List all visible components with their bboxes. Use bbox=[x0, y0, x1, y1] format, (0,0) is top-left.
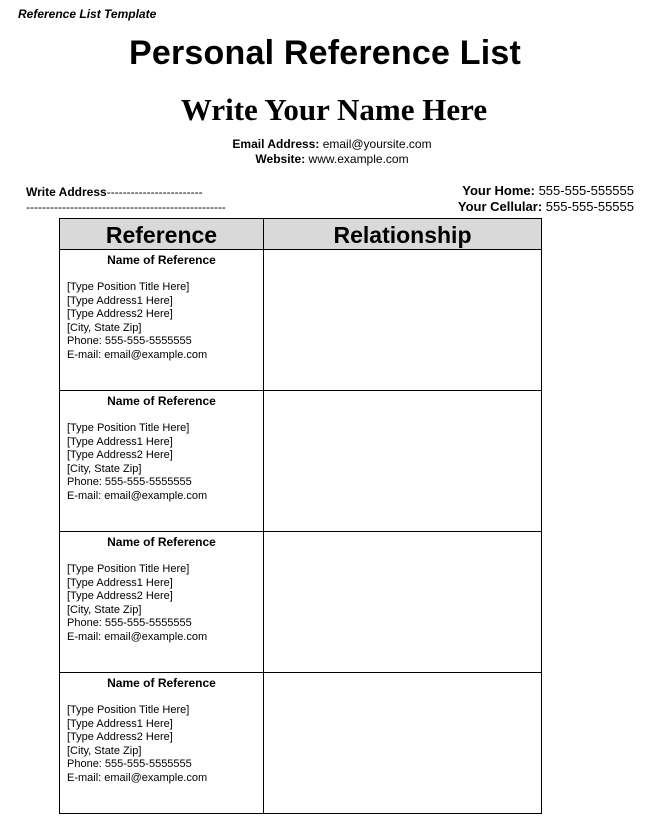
reference-name: Name of Reference bbox=[107, 394, 216, 408]
relationship-cell[interactable] bbox=[264, 391, 542, 532]
website-value[interactable]: www.example.com bbox=[308, 152, 409, 166]
relationship-cell[interactable] bbox=[264, 250, 542, 391]
table-row bbox=[60, 391, 542, 532]
reference-email: E-mail: email@example.com bbox=[67, 348, 208, 361]
reference-name: Name of Reference bbox=[107, 676, 216, 690]
reference-column-header: Reference bbox=[60, 219, 264, 250]
reference-table bbox=[59, 218, 542, 814]
home-phone-label: Your Home: bbox=[462, 183, 535, 198]
reference-phone: Phone: 555-555-5555555 bbox=[67, 758, 192, 770]
address-dashes-1: ------------------------ bbox=[106, 185, 203, 199]
reference-position: [Type Position Title Here] bbox=[67, 422, 190, 434]
reference-city: [City, State Zip] bbox=[67, 462, 142, 475]
reference-phone: Phone: 555-555-5555555 bbox=[67, 476, 192, 488]
cellular-phone-label: Your Cellular: bbox=[457, 199, 543, 214]
reference-email: E-mail: email@example.com bbox=[67, 489, 208, 502]
document-title: Personal Reference List bbox=[129, 34, 521, 72]
reference-name: Name of Reference bbox=[107, 535, 216, 549]
email-value[interactable]: email@yoursite.com bbox=[322, 137, 432, 151]
address-dashes-2: -------------------------------------------------- bbox=[26, 200, 226, 214]
template-label: Reference List Template bbox=[18, 7, 157, 21]
reference-address1: [Type Address1 Here] bbox=[67, 576, 173, 589]
reference-phone: Phone: 555-555-5555555 bbox=[67, 617, 192, 629]
reference-city: [City, State Zip] bbox=[67, 603, 142, 616]
website-line bbox=[0, 152, 650, 166]
address-block[interactable] bbox=[26, 185, 226, 215]
email-label: Email Address: bbox=[232, 137, 320, 151]
reference-email: E-mail: email@example.com bbox=[67, 771, 208, 784]
reference-address2: [Type Address2 Here] bbox=[67, 590, 173, 602]
reference-address1: [Type Address1 Here] bbox=[67, 294, 173, 307]
reference-cell[interactable] bbox=[60, 673, 264, 814]
phones-block bbox=[458, 183, 634, 215]
reference-address2: [Type Address2 Here] bbox=[67, 731, 173, 743]
reference-position: [Type Position Title Here] bbox=[67, 563, 190, 575]
table-row bbox=[60, 673, 542, 814]
relationship-cell[interactable] bbox=[264, 532, 542, 673]
reference-address1: [Type Address1 Here] bbox=[67, 435, 173, 448]
website-label: Website: bbox=[255, 152, 306, 166]
home-phone-value[interactable]: 555-555-555555 bbox=[538, 183, 634, 198]
reference-address2: [Type Address2 Here] bbox=[67, 449, 173, 461]
name-placeholder[interactable]: Write Your Name Here bbox=[180, 92, 488, 127]
reference-cell[interactable] bbox=[60, 391, 264, 532]
reference-city: [City, State Zip] bbox=[67, 744, 142, 757]
reference-cell[interactable] bbox=[60, 532, 264, 673]
table-row bbox=[60, 250, 542, 391]
reference-name: Name of Reference bbox=[107, 253, 216, 267]
reference-city: [City, State Zip] bbox=[67, 321, 142, 334]
reference-address2: [Type Address2 Here] bbox=[67, 308, 173, 320]
reference-position: [Type Position Title Here] bbox=[67, 704, 190, 716]
address-label: Write Address bbox=[26, 185, 107, 199]
reference-email: E-mail: email@example.com bbox=[67, 630, 208, 643]
reference-cell[interactable] bbox=[60, 250, 264, 391]
reference-phone: Phone: 555-555-5555555 bbox=[67, 335, 192, 347]
relationship-column-header: Relationship bbox=[264, 219, 542, 250]
cellular-phone-value[interactable]: 555-555-55555 bbox=[545, 199, 634, 214]
reference-address1: [Type Address1 Here] bbox=[67, 717, 173, 730]
relationship-cell[interactable] bbox=[264, 673, 542, 814]
email-line bbox=[0, 137, 650, 151]
table-header-row bbox=[60, 219, 542, 250]
reference-position: [Type Position Title Here] bbox=[67, 281, 190, 293]
table-row bbox=[60, 532, 542, 673]
